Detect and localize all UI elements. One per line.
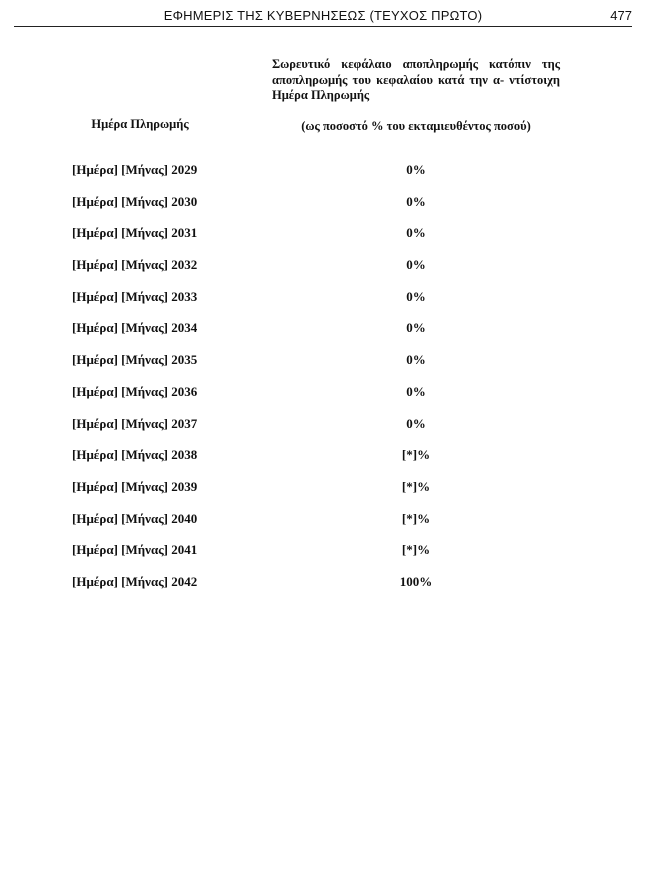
payment-date: [Ημέρα] [Μήνας] 2040 [72, 510, 198, 526]
cumulative-percent: [*]% [401, 542, 431, 558]
table-row [0, 574, 646, 606]
payment-date: [Ημέρα] [Μήνας] 2042 [72, 573, 198, 589]
cumulative-percent: 0% [406, 383, 426, 399]
cumulative-percent: 0% [406, 193, 426, 209]
cumulative-percent: 0% [406, 288, 426, 304]
cumulative-percent: 100% [399, 573, 433, 589]
payment-date: [Ημέρα] [Μήνας] 2030 [72, 193, 198, 209]
table-row [0, 384, 646, 416]
table-row [0, 257, 646, 289]
table-row [0, 447, 646, 479]
cumulative-percent: 0% [406, 320, 426, 336]
payment-date: [Ημέρα] [Μήνας] 2033 [72, 288, 198, 304]
cumulative-percent: [*]% [401, 478, 431, 494]
cumulative-percent: 0% [406, 162, 426, 177]
payment-date: [Ημέρα] [Μήνας] 2034 [72, 320, 198, 336]
column-header-cumulative-capital: Σωρευτικό κεφάλαιο αποπληρωμής κατόπιν της αποπληρωμής του κεφαλαίου κατά την α- ντίστοιχη Ημέρα Πληρωμής [272, 57, 560, 102]
table-row [0, 289, 646, 321]
page-number: 477 [610, 8, 632, 23]
cumulative-percent: 0% [406, 225, 426, 241]
table-row [0, 162, 646, 194]
table-row [0, 416, 646, 448]
payment-date: [Ημέρα] [Μήνας] 2035 [72, 352, 198, 368]
table-row [0, 542, 646, 574]
repayment-table [0, 162, 646, 606]
table-row [0, 320, 646, 352]
payment-date: [Ημέρα] [Μήνας] 2037 [72, 415, 198, 431]
payment-date: [Ημέρα] [Μήνας] 2036 [72, 383, 198, 399]
page-header [14, 4, 632, 27]
payment-date: [Ημέρα] [Μήνας] 2039 [72, 478, 198, 494]
cumulative-percent: 0% [406, 415, 426, 431]
cumulative-percent: 0% [406, 257, 426, 273]
gazette-title: ΕΦΗΜΕΡΙΣ ΤΗΣ ΚΥΒΕΡΝΗΣΕΩΣ (ΤΕΥΧΟΣ ΠΡΩΤΟ) [163, 8, 483, 23]
column-header-payment-date: Ημέρα Πληρωμής [91, 117, 189, 131]
payment-date: [Ημέρα] [Μήνας] 2041 [72, 542, 198, 558]
table-row [0, 479, 646, 511]
table-row [0, 194, 646, 226]
table-row [0, 225, 646, 257]
payment-date: [Ημέρα] [Μήνας] 2031 [72, 225, 198, 241]
table-row [0, 352, 646, 384]
payment-date: [Ημέρα] [Μήνας] 2038 [72, 447, 198, 463]
cumulative-percent: 0% [406, 352, 426, 368]
column-subheader-percentage: (ως ποσοστό % του εκταμιευθέντος ποσού) [301, 119, 531, 133]
cumulative-percent: [*]% [401, 510, 431, 526]
cumulative-percent: [*]% [401, 447, 431, 463]
payment-date: [Ημέρα] [Μήνας] 2032 [72, 257, 198, 273]
payment-date: [Ημέρα] [Μήνας] 2029 [72, 162, 198, 177]
table-row [0, 511, 646, 543]
